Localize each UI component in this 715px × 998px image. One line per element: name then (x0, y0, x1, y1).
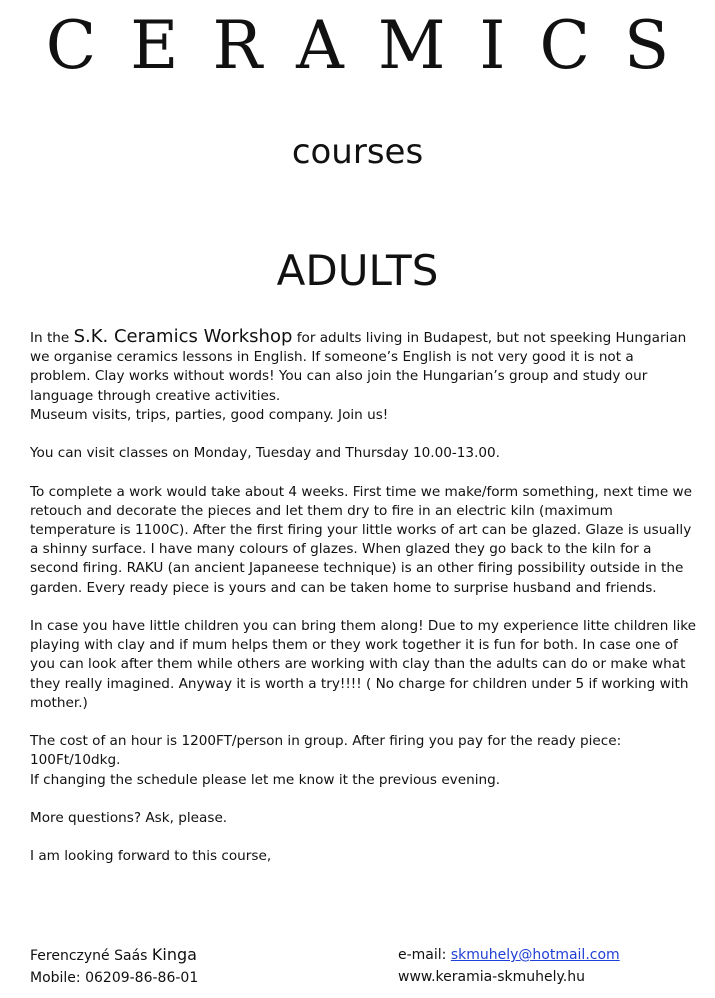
contact-email-line (398, 944, 698, 966)
intro-post: for adults living in Budapest, but not speeking Hungarian we organise ceramics lessons in English. If someone’s English is not very good it is not a problem. Clay works without words! You can also join the Hungarian’s group and study our language through creative activities. (30, 330, 687, 404)
contact-name (30, 944, 370, 967)
section-heading: ADULTS (276, 246, 439, 295)
page-subtitle: courses (291, 132, 424, 172)
page-title: CERAMICS (45, 7, 704, 84)
contact-mobile: Mobile: 06209-86-86-01 (30, 970, 199, 986)
questions-paragraph: More questions? Ask, please. (30, 810, 228, 826)
contact-left (30, 944, 370, 989)
contact-name-first: Kinga (151, 945, 197, 964)
website-text: www.keramia-skmuhely.hu (398, 969, 586, 985)
contact-right (398, 944, 698, 988)
intro-pre: In the (30, 330, 74, 346)
schedule-change-paragraph: If changing the schedule please let me know it the previous evening. (30, 771, 501, 788)
workshop-name: S.K. Ceramics Workshop (73, 326, 293, 347)
email-label: e-mail: (398, 947, 451, 963)
schedule-paragraph: You can visit classes on Monday, Tuesday and Thursday 10.00-13.00. (30, 445, 501, 462)
contact-name-prefix: Ferenczyné Saás (30, 948, 152, 964)
children-paragraph: In case you have little children you can bring them along! Due to my experience litte children like playing with clay and if mum helps them or they work together it is fun for both. In case one of you can look after them while others are working with clay than the adults can do or make what they really imagined. Anyway it is worth a try!!!! ( No charge for children under 5 if working with mother.) (30, 618, 697, 711)
process-paragraph: To complete a work would take about 4 weeks. First time we make/form something, next time we retouch and decorate the pieces and let them dry to fire in an electric kiln (maximum temperature is 1100C). After the first firing your little works of art can be glazed. Glaze is usually a shinny surface. I have many colours of glazes. When glazed they go back to the kiln for a second firing. RAKU (an ancient Japaneese technique) is an other firing possibility outside in the garden. Every ready piece is yours and can be taken home to surprise husband and friends. (30, 483, 693, 596)
email-link[interactable]: skmuhely@hotmail.com (450, 947, 620, 963)
museum-paragraph: Museum visits, trips, parties, good company. Join us! (30, 406, 389, 423)
cost-paragraph: The cost of an hour is 1200FT/person in group. After firing you pay for the ready piece: 100Ft/10dkg. (30, 733, 622, 769)
course-description (30, 327, 698, 886)
closing-paragraph: I am looking forward to this course, (30, 848, 272, 865)
intro-paragraph (30, 327, 698, 406)
